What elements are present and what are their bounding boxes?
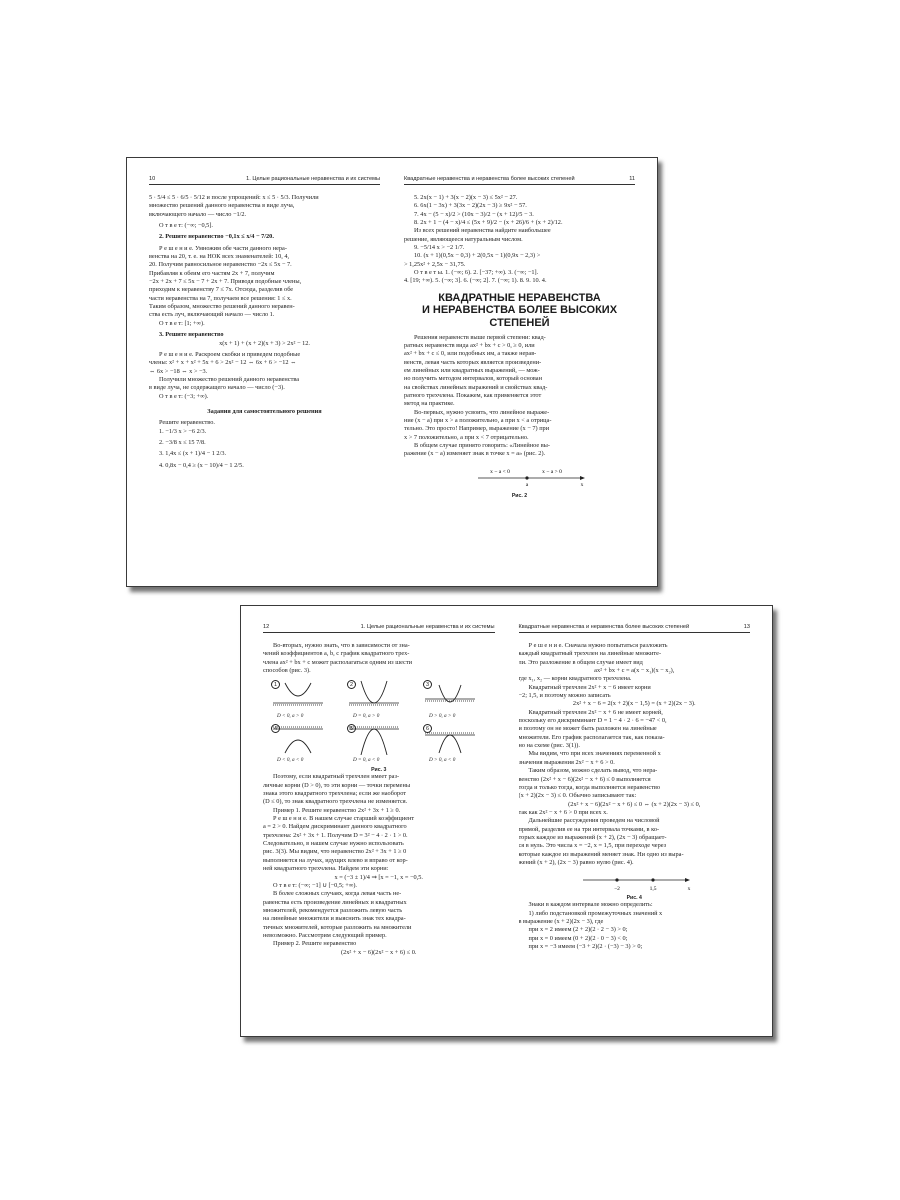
case-condition: D > 0, a > 0 [429,713,456,720]
sign-plus-label: x − a > 0 [542,468,562,475]
text-line: Таким образом, можно сделать вывод, что нера- [528,767,658,775]
text-line: (2x² + x − 6)(2x² − x + 6) ≤ 0 ⇔ (x + 2)(2x − 3) ≤ 0, [568,800,701,808]
running-head-title: 1. Целые рациональные неравенства и их системы [360,624,495,630]
page-body [263,642,495,1026]
text-line: В более сложных случаях, когда левая часть не- [273,890,402,898]
parabola-case-5 [345,723,403,763]
text-line: О т в е т: (−3; +∞). [159,392,209,400]
text-line: 6. 6x(1 − 3x) + 3(3x − 2)(2x − 3) ≥ 9x² − 57. [414,202,527,210]
text-line: венств, левая часть которых является произведени- [404,358,542,366]
text-line: ли. Это разложение в общем случае имеет вид [518,658,643,666]
text-line: венство (2x² + x − 6)(2x² − x + 6) ≤ 0 выполняется [518,775,651,783]
text-line: поскольку его дискриминант D = 1 − 4 · 2 · 6 = −47 < 0, [518,717,667,725]
text-line: 9. −5/14 x > −2 1/7. [414,244,465,252]
text-line: Задания для самостоятельного решения [207,407,322,415]
text-line: Во-первых, нужно усвоить, что линейное выраже- [414,408,550,416]
parabola-case-6 [421,723,479,763]
text-line: равенства есть произведение линейных и квадратных [263,898,407,906]
page-12 [241,606,507,1036]
point-a-label: a [525,481,529,488]
figure-4-number-line [519,871,751,895]
text-line: части неравенства на 7, получаем все решения: 1 ≤ x. [149,294,292,302]
page-11 [392,158,657,586]
section-title [404,292,635,330]
book-spread-bottom [240,605,773,1037]
text-line: чений коэффициентов a, b, c график квадратного трех- [263,650,410,658]
text-line: Р е ш е н и е. Умножим обе части данного нера- [159,244,287,252]
text-line: где x₁, x₂ — корни квадратного трехчлена. [518,675,632,683]
text-line: x(x + 1) + (x + 2)(x + 3) > 2x² − 12. [219,339,310,347]
text-line: Пример 2. Решите неравенство [273,940,357,948]
case-number: 1 [271,680,280,689]
text-line: ратных неравенств вида ax² + bx + c > 0, ≥ 0, или [404,341,535,349]
text-line: 10. (x + 1)(0,5x − 0,3) + 2(0,5x − 1)(0,9x − 2,3) > [414,252,541,260]
point-label: −2 [613,886,620,893]
running-head [263,624,495,633]
text-line: но получить методом интервалов, который основан [404,375,542,383]
text-line: В общем случае принято говорить: «Линейное вы- [414,442,550,450]
section-title-line: И НЕРАВЕНСТВА БОЛЕЕ ВЫСОКИХ [421,304,618,317]
text-line: члена ax² + bx + c может располагаться одним из шести [263,658,412,666]
text-line: прямой, разделив ее на три интервала точками, в ко- [518,825,660,833]
text-line: способов (рис. 3). [263,667,311,675]
text-line: ства есть луч, включающий начало — число 1. [149,311,275,319]
text-line: торых каждое из выражений (x + 2), (2x − 3) обращает- [518,833,667,841]
intro-text [263,642,495,675]
exercises-continued [404,194,635,286]
text-line: при x = 2 имеем (2 + 2)(2 · 2 − 3) > 0; [528,926,628,934]
text-line: тичных множителей, которые разложить на множители [263,923,412,931]
text-line: x > 7 положительно, а при x < 7 отрицательно. [404,433,529,441]
page-number: 11 [629,176,635,182]
case-condition: D = 0, a > 0 [353,713,380,720]
text-line: Во-вторых, нужно знать, что в зависимости от зна- [273,642,410,649]
text-line: Мы видим, что при всех значениях переменной x [528,750,661,758]
case-number: 2 [347,680,356,689]
page-body [519,642,751,1026]
text-line: значения выражения 2x² − x + 6 > 0. [518,758,615,766]
parabola-case-4 [269,723,327,763]
sign-minus-label: x − a < 0 [490,468,510,475]
text-line: 5 · 5/4 ≤ 5 · 6/5 · 5/12 и после упрощений: x ≤ 5 · 5/3. Получили [149,194,319,201]
text-line: и поэтому он не может быть разложен на линейные [518,725,657,733]
line-gap [149,401,380,404]
number-line-graphic [579,871,699,893]
text-line: 3. Решите неравенство [159,331,224,339]
text-line: невозможно. Рассмотрим следующий пример. [263,931,387,939]
text-line: (2x² + x − 6)(2x² − x + 6) ≤ 0. [341,948,417,956]
running-head [404,176,635,185]
text-line: 2. −3/8 x ≤ 15 7/8. [159,438,206,446]
page-number: 12 [263,624,270,630]
number-line-graphic [472,463,592,489]
text-line: ем линейных или квадратных выражений, — мож- [404,366,540,374]
example-text [263,773,495,957]
running-head-title: Квадратные неравенства и неравенства более высоких степеней [518,624,690,630]
figure-caption: Рис. 4 [626,895,642,902]
signs-text [519,901,751,951]
case-condition: D = 0, a < 0 [353,757,380,764]
text-line: О т в е т: (−∞; −1] ∪ [−0,5; +∞). [273,881,358,889]
text-line: личные корни (D > 0), то эти корни — точки перемены [263,781,411,789]
text-line: при x = 0 имеем (0 + 2)(2 · 0 − 3) < 0; [528,934,628,942]
text-line: приходим к неравенству 7 ≤ 7x. Отсюда, разделив обе [149,286,294,294]
text-line: ax² + bx + c = a(x − x₁)(x − x₂), [594,667,675,675]
book-spread-top [126,157,658,587]
running-head [519,624,751,633]
text-line: включающего начало — число −1/2. [149,210,247,218]
text-line: ратного трехчлена. Покажем, как применяется этот [404,391,542,399]
text-line: ся в нуль. Это числа x = −2, x = 1,5, при переходе через [518,842,667,850]
text-line: 2x² + x − 6 = 2(x + 2)(x − 1,5) = (x + 2)(2x − 3). [572,700,696,708]
page-13 [507,606,773,1036]
case-condition: D < 0, a < 0 [277,757,304,764]
case-condition: D < 0, a > 0 [277,713,304,720]
text-line: в выражение (x + 2)(2x − 3), где [518,917,604,925]
text-line: метод на практике. [404,400,455,408]
axis-x-label: x [687,886,690,893]
text-line: О т в е т: (−∞; −0,5]. [159,222,213,230]
section-title-line: СТЕПЕНЕЙ [489,316,550,329]
text-line: 5. 2x(x − 1) + 3(x − 2)(x − 3) ≤ 5x² − 27. [414,194,518,201]
text-line: 1. −1/3 x > −6 2/3. [159,427,207,435]
running-head-title: Квадратные неравенства и неравенства более высоких степеней [404,176,575,182]
text-line: при x = −3 имеем (−3 + 2)(2 · (−3) − 3) > 0; [528,943,643,950]
text-line: 4. 0,8x − 0,4 ≥ (x − 10)/4 − 1 2/5. [159,461,244,469]
section-title-line: КВАДРАТНЫЕ НЕРАВЕНСТВА [438,291,601,304]
text-line: Получили множество решений данного неравенства [159,375,300,383]
text-line: (x + 2)(2x − 3) ≤ 0. Обычно записывают так: [518,792,637,800]
text-line: О т в е т: [1; +∞). [159,319,205,327]
text-line: множество решений данного неравенства в виде луча, [149,202,295,210]
text-line: выполняется на лучах, идущих влево и вправо от кор- [263,856,408,864]
text-line: Квадратный трехчлен 2x² − x + 6 не имеет корней, [528,708,663,716]
case-number: 4 [271,724,280,733]
text-line: 2. Решите неравенство −0,1x ≤ x/4 − 7/20. [159,233,274,241]
text-line: ax² + bx + c ≤ 0, или подобных им, а также нерав- [404,350,537,358]
text-line: ражение (x − a) изменяет знак в точке x = a» (рис. 2). [404,450,546,458]
text-line: 3. 1,4x ≤ (x + 1)/4 − 1 2/3. [159,450,227,458]
text-line: трехчлена: 2x² + 3x + 1. Получим D = 3² − 4 · 2 · 1 > 0. [263,831,408,839]
running-head [149,176,380,185]
text-line: в виде луча, не содержащего начало — число (−3). [149,384,285,392]
text-line: О т в е т ы. 1. (−∞; 6). 2. [−37; +∞). 3. (−∞; −1]. [414,269,539,277]
text-line: Прибавляя к обеим его частям 2x + 7, получим [149,269,275,277]
page-number: 13 [743,624,750,630]
case-condition: D > 0, a < 0 [429,757,456,764]
page-body [149,194,380,576]
point-label: 1,5 [649,886,656,893]
parabola-case-1 [269,679,327,719]
running-head-title: 1. Целые рациональные неравенства и их системы [246,176,380,182]
figure-3-parabolas [263,677,495,767]
text-line: (D ≤ 0), то знак квадратного трехчлена не изменяется. [263,798,408,806]
text-line: 7. 4x − (5 − x)/2 > (10x − 3)/2 − (x + 12)/5 − 3. [414,210,534,218]
text-line: 20. Получим равносильное неравенство −2x ≤ 5x − 7. [149,261,292,269]
text-line: x = (−3 ± 1)/4 ⇒ [x = −1, x = −0,5. [334,873,423,881]
text-line: Р е ш е н и е. Сначала нужно попытаться разложить [528,642,668,649]
figure-caption: Рис. 2 [511,492,528,499]
text-line: −2x + 2x + 7 ≤ 5x − 7 + 2x + 7. Приводя подобные члены, [149,278,302,286]
text-line: множителей, рекомендуется разложить левую часть [263,906,403,914]
figure-caption: Рис. 3 [371,767,387,774]
text-line: Решите неравенство. [159,419,215,427]
text-line: но на схеме (рис. 3(1)). [518,742,580,750]
text-line: Следовательно, в нашем случае нужно использовать [263,840,404,848]
text-line: Знаки в каждом интервале можно определить: [528,901,653,909]
text-line: жений (x + 2), (2x − 3) равно нулю (рис. 4). [518,858,634,866]
text-line: знака этого квадратного трехчлена; если же наоборот [263,790,407,798]
case-number: 5 [347,724,356,733]
text-line: Из всех решений неравенства найдите наибольшее [414,227,551,235]
text-line: Р е ш е н и е. В нашем случае старший коэффициент [273,815,415,823]
solution-text [519,642,751,867]
case-number: 3 [423,680,432,689]
text-line: Дальнейшие рассуждения проведем на числовой [528,817,660,825]
section-text [404,334,635,459]
text-line: a = 2 > 0. Найдем дискриминант данного квадратного [263,823,407,831]
text-line: 1) либо подстановкой промежуточных значений x [528,909,663,917]
text-line: Р е ш е н и е. Раскроем скобки и приведем подобные [159,350,301,358]
page-10 [127,158,392,586]
text-line: Пример 1. Решите неравенство 2x² + 3x + 1 ≥ 0. [273,806,401,814]
text-line: каждый квадратный трехчлен на линейные множите- [518,650,662,658]
text-line: ние (x − a) при x > a положительно, а при x < a отрица- [404,417,552,424]
text-line: венства на 20, т. е. на НОК всех знаменателей: 10, 4, [149,253,290,261]
text-line: члены: x² + x + x² + 5x + 6 > 2x² − 12 ⇔ 6x + 6 > −12 ⇔ [149,359,297,367]
parabola-case-2 [345,679,403,719]
text-line: Таким образом, множество решений данного неравен- [149,303,295,311]
text-line: Поэтому, если квадратный трехчлен имеет раз- [273,773,400,781]
text-line: тельно. Это просто! Например, выражение (x − 7) при [404,425,550,433]
text-line: −2; 1,5, и поэтому можно записать [518,692,611,700]
text-line: решение, являющееся натуральным числом. [404,235,523,243]
text-line: так как 2x² − x + 6 > 0 при всех x. [518,808,608,816]
parabola-case-3 [421,679,479,719]
text-line: ⇔ 6x > −18 ⇔ x > −3. [149,367,208,375]
text-line: Квадратный трехчлен 2x² + x − 6 имеет корни [528,683,651,691]
text-line: тогда и только тогда, когда выполняется неравенство [518,783,661,791]
text-line: которые каждое из выражений меняет знак. Ни одно из выра- [518,850,684,858]
page-body [404,194,635,576]
text-line: на свойствах линейных выражений и свойствах квад- [404,383,548,391]
text-line: ней квадратного трехчлена. Найдем эти корни: [263,865,389,873]
text-line: множители. Его график располагается так, как показа- [518,733,665,741]
text-line: рис. 3(3). Мы видим, что неравенство 2x² + 3x + 1 ≥ 0 [263,848,407,856]
axis-x-label: x [580,481,584,488]
figure-2-number-line [404,463,635,493]
page-number: 10 [149,176,156,182]
text-line: 8. 2x + 1 − (4 − x)/4 ≤ (5x + 9)/2 − (x + 26)/6 + (x + 2)/12. [414,219,563,227]
text-line: 4. [19; +∞). 5. (−∞; 3]. 6. (−∞; 2]. 7. (−∞; 1). 8. 9. 10. 4. [404,277,547,285]
text-line: > 1,25x² + 2,5x − 31,75. [404,260,466,268]
case-number: 6 [423,724,432,733]
text-line: Решения неравенств выше первой степени: квад- [414,333,546,341]
text-line: на линейные множители и выяснить знак тех квадра- [263,915,406,923]
